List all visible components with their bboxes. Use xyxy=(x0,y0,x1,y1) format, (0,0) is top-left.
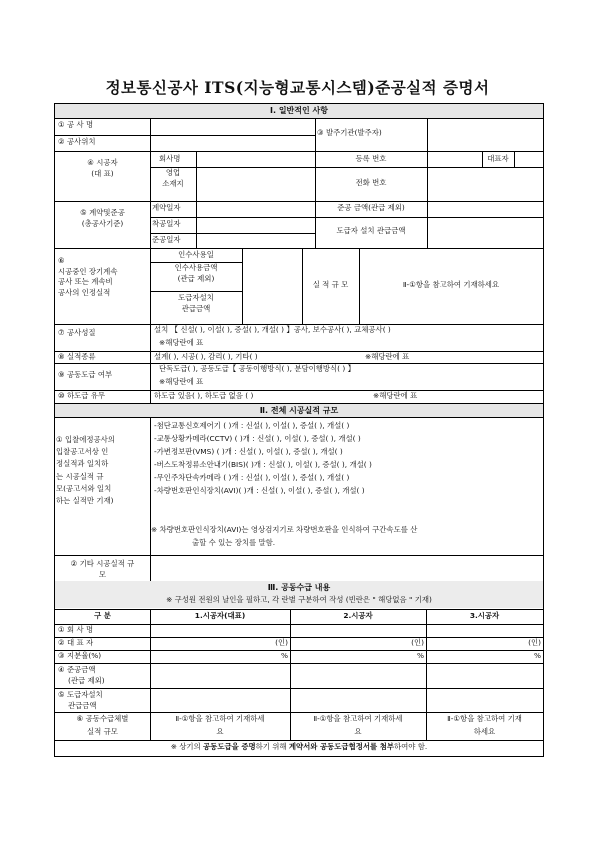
ordering-agency-label: ③ 발주기관(발주자) xyxy=(317,128,382,137)
project-nature-note: ※해당란에 표 xyxy=(159,338,204,347)
scale-note-2: Ⅱ-①항을 참고하여 기재하세 요 xyxy=(313,714,403,736)
row-representative: ② 대 표 자 xyxy=(58,638,94,647)
row-company-name: ① 회 사 명 xyxy=(58,625,94,634)
record-type-label: ⑧ 실적종류 xyxy=(58,352,96,361)
seal-1: (인) xyxy=(275,638,288,647)
joint-contract-label: ⑨ 공동도급 여부 xyxy=(58,370,113,379)
representative-label: 대표자 xyxy=(487,154,509,163)
row-supply-amount: ⑤ 도급자설치 관급금액 xyxy=(58,690,103,710)
avi-note: ※ 차량번호판인식장치(AVI)는 영상검지기로 차량번호판을 인식하여 구간속도를 산 출할 수 있는 장치를 말함. xyxy=(151,525,418,547)
seal-3: (인) xyxy=(528,638,541,647)
ongoing-project-label: ⑥ 시공중인 장기계속 공사 또는 계속비 공사의 인정실적 xyxy=(58,256,118,298)
seal-2: (인) xyxy=(411,638,424,647)
section1-header: Ⅰ. 일반적인 사항 xyxy=(55,104,543,118)
subcontract-options: 하도급 있음( ), 하도급 없음 ( ) xyxy=(154,391,254,400)
scale-note: Ⅱ-①항을 참고하여 기재하세요 xyxy=(402,280,500,289)
row-share-ratio: ③ 지분율(%) xyxy=(58,651,102,660)
list-item: -교통상황카메라(CCTV) ( )개 : 신설( ), 이설( ), 증설( ), 개설( ) xyxy=(154,434,361,444)
list-item: -첨단교통신호제어기 ( )개 : 신설( ), 이설( ), 증설( ), 개설( ) xyxy=(154,421,350,430)
project-nature-label: ⑦ 공사성질 xyxy=(58,328,96,337)
list-item: -가변정보판(VMS) ( )개 : 신설( ), 이설( ), 증설( ), 개설( ) xyxy=(154,447,343,457)
category-label: 구 분 xyxy=(94,611,111,620)
record-type-note: ※해당란에 표 xyxy=(365,352,410,361)
list-item: -버스도착정류소안내기(BIS)( )개 : 신설( ), 이설( ), 증설( ), 개설( ) xyxy=(154,460,372,470)
col-contractor-2: 2.시공자 xyxy=(343,611,373,620)
certificate-form xyxy=(54,103,544,757)
row-joint-scale: ⑥ 공동수급체별 실적 규모 xyxy=(76,714,129,736)
office-address-label: 영업 소재지 xyxy=(162,168,184,188)
phone-label: 전화 번호 xyxy=(355,178,387,187)
scale-label: 실 적 규 모 xyxy=(312,280,349,289)
firm-name-label: 회사명 xyxy=(159,154,181,163)
bid-record-label: ① 입찰에정공사의 입찰공고서상 인 정실적과 일치하 는 시공실적 규 모(공고서와 일치 하는 실적만 기재) xyxy=(56,435,115,506)
percent-1: % xyxy=(280,651,288,660)
percent-2: % xyxy=(416,651,424,660)
start-date-label: 착공일자 xyxy=(152,219,181,228)
completion-amount-label: 준공 금액(관급 제외) xyxy=(337,203,405,212)
supply-amount-label: 도급자 설치 관급금액 xyxy=(336,226,406,235)
list-item: -차량번호판인식장치(AVI)( )개 : 신설( ), 이설( ), 증설( ), 개설( ) xyxy=(154,486,365,496)
scale-note-1: Ⅱ-①항을 참고하여 기재하세 요 xyxy=(175,714,265,736)
contract-date-label: 계약일자 xyxy=(152,203,181,212)
col-contractor-3: 3.시공자 xyxy=(469,611,500,620)
section3-subheader: ※ 구성원 전원의 날인을 필하고, 각 란별 구분하여 작성 (빈란은 " 해당없음 " 기재) xyxy=(55,595,543,608)
contractor-supply-label: 도급자설치 관급금액 xyxy=(178,293,214,313)
percent-3: % xyxy=(533,651,541,660)
finish-date-label: 준공일자 xyxy=(152,235,181,244)
subcontract-label: ⑩ 하도급 유무 xyxy=(58,391,106,400)
joint-contract-options: 단독도급( ), 공동도급【 공동이행방식( ), 분담이행방식( ) 】 xyxy=(159,364,356,373)
its-equipment-list xyxy=(154,419,372,498)
section3-header: Ⅲ. 공동수급 내용 xyxy=(55,581,543,595)
project-nature-options: 설치 【 신설( ), 이설( ), 증설( ), 개설( ) 】공사, 보수공사( ), 교체공사( ) xyxy=(154,325,391,334)
registration-no-label: 등록 번호 xyxy=(355,154,387,163)
project-name-label: ① 공 사 명 xyxy=(58,120,94,129)
row-completion-amount: ④ 준공금액 (관급 제외) xyxy=(58,665,105,685)
contractor-label: ④ 시공자 (대 표) xyxy=(87,158,118,178)
section2-header: Ⅱ. 전체 시공실적 규모 xyxy=(55,404,543,417)
handover-amount-label: 인수사용금액 (관급 제외) xyxy=(174,263,218,283)
handover-date-label: 인수사용일 xyxy=(178,250,214,259)
scale-note-3: Ⅱ-①항을 참고하여 기재 하세요 xyxy=(447,714,522,736)
project-site-label: ② 공사위치 xyxy=(58,137,96,146)
record-type-options: 설계( ), 시공( ), 감리( ), 기타( ) xyxy=(154,352,258,361)
footer-note: ※ 상기의 공동도급을 증명하기 위해 계약서와 공동도급협정서를 첨부하여야 함. xyxy=(170,742,428,751)
document-title: 정보통신공사 ITS(지능형교통시스템)준공실적 증명서 xyxy=(105,78,490,97)
list-item: -무인주차단속카메라 ( )개 : 신설( ), 이설( ), 증설( ), 개설( ) xyxy=(154,473,350,483)
joint-contract-note: ※해당란에 표 xyxy=(159,377,204,386)
other-record-label: ② 기타 시공실적 규 모 xyxy=(70,559,135,579)
col-contractor-1: 1.시공자(대표) xyxy=(194,611,246,620)
subcontract-note: ※해당란에 표 xyxy=(373,391,418,400)
contract-completion-label: ⑤ 계약및준공 (총공사기준) xyxy=(80,208,125,228)
